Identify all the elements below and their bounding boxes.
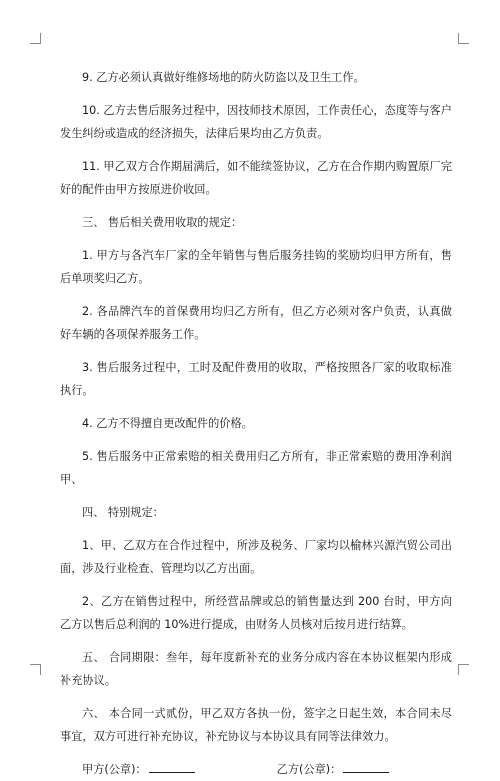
crop-mark-bottom-right bbox=[458, 664, 469, 675]
crop-mark-top-right bbox=[458, 33, 469, 44]
party-b-label: 乙方(公章)： bbox=[276, 763, 342, 776]
section-5-contract-term: 五、 合同期限：叁年，每年度新补充的业务分成内容在本协议框架内形成补充协议。 bbox=[60, 651, 452, 687]
party-a-label: 甲方(公章)： bbox=[82, 763, 147, 776]
section-3-item-2: 2. 各品牌汽车的首保费用均归乙方所有，但乙方必须对客户负责，认真做好车辆的各项保养服务工作。 bbox=[60, 305, 452, 341]
section-3-item-1: 1. 甲方与各汽车厂家的全年销售与售后服务挂钩的奖励均归甲方所有，售后单项奖归乙方。 bbox=[60, 249, 452, 285]
section-6-copies: 六、 本合同一式贰份，甲乙双方各执一份，签字之日起生效，本合同未尽事宜，双方可进行补充协议，补充协议与本协议具有同等法律效力。 bbox=[60, 707, 452, 743]
crop-mark-top-left bbox=[30, 33, 41, 44]
party-b-signature bbox=[277, 758, 390, 781]
party-b-signature-blank bbox=[343, 760, 389, 773]
paragraph-10: 10. 乙方去售后服务过程中，因技师技术原因，工作责任心，态度等与客户发生纠纷或造成的经济损失，法律后果均由乙方负责。 bbox=[60, 104, 452, 140]
section-3-item-3: 3. 售后服务过程中，工时及配件费用的收取，严格按照各厂家的收取标准执行。 bbox=[60, 361, 452, 397]
document-body bbox=[60, 66, 452, 781]
section-heading-4: 四、 特别规定： bbox=[82, 506, 164, 519]
section-4-item-1: 1、甲、乙双方在合作过程中，所涉及税务、厂家均以榆林兴源汽贸公司出面，涉及行业检查、管理均以乙方出面。 bbox=[60, 539, 452, 575]
section-3-item-4: 4. 乙方不得擅自更改配件的价格。 bbox=[82, 417, 253, 430]
section-heading-3: 三、 售后相关费用收取的规定： bbox=[82, 216, 243, 229]
section-3-item-5: 5. 售后服务中正常索赔的相关费用归乙方所有，非正常索赔的费用净利润甲、 bbox=[60, 450, 452, 486]
crop-mark-bottom-left bbox=[30, 664, 41, 675]
party-a-signature bbox=[82, 758, 195, 781]
paragraph-11: 11. 甲乙双方合作期届满后，如不能续签协议，乙方在合作期内购置原厂完好的配件由甲方按原进价收回。 bbox=[60, 160, 452, 196]
party-a-signature-blank bbox=[149, 760, 195, 773]
paragraph-9: 9. 乙方必须认真做好维修场地的防火防盗以及卫生工作。 bbox=[82, 71, 365, 84]
signature-line bbox=[60, 758, 452, 781]
section-4-item-2: 2、乙方在销售过程中，所经营品牌或总的销售量达到 200 台时，甲方向乙方以售后总利润的 10%进行提成，由财务人员核对后按月进行结算。 bbox=[60, 595, 452, 631]
